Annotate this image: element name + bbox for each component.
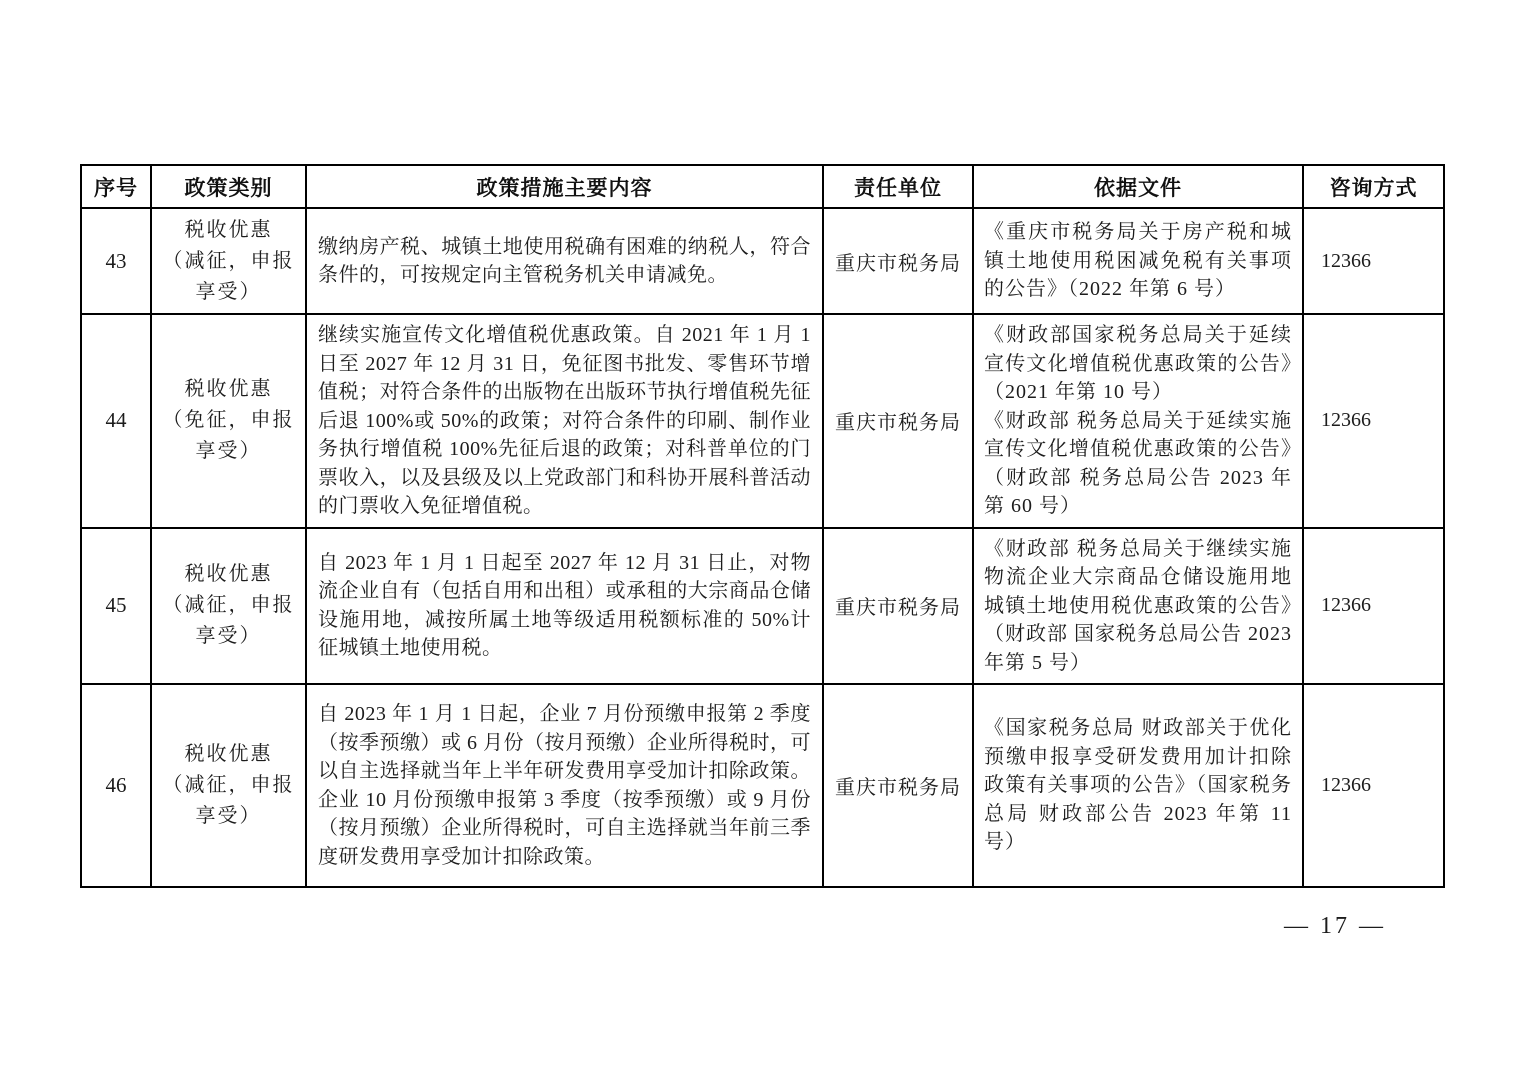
- header-cell-content: 政策措施主要内容: [306, 165, 823, 208]
- unit-cell: 重庆市税务局: [823, 314, 973, 528]
- row-number-cell: 46: [81, 684, 151, 887]
- category-cell: 税收优惠 （减征，申报 享受）: [151, 528, 306, 685]
- table-row: [81, 208, 1444, 314]
- header-cell-no: 序号: [81, 165, 151, 208]
- category-cell: 税收优惠 （免征，申报 享受）: [151, 314, 306, 528]
- basis-cell: 《重庆市税务局关于房产税和城镇土地使用税困减免税有关事项的公告》（2022 年第 6 号）: [973, 208, 1303, 314]
- contact-cell: 12366: [1303, 208, 1444, 314]
- content-cell: 缴纳房产税、城镇土地使用税确有困难的纳税人，符合条件的，可按规定向主管税务机关申请减免。: [306, 208, 823, 314]
- table-row: [81, 528, 1444, 685]
- row-number-cell: 44: [81, 314, 151, 528]
- header-cell-category: 政策类别: [151, 165, 306, 208]
- unit-cell: 重庆市税务局: [823, 684, 973, 887]
- row-number-cell: 43: [81, 208, 151, 314]
- row-number-cell: 45: [81, 528, 151, 685]
- basis-cell: 《财政部 税务总局关于继续实施物流企业大宗商品仓储设施用地城镇土地使用税优惠政策的公告》（财政部 国家税务总局公告 2023 年第 5 号）: [973, 528, 1303, 685]
- content-cell: 自 2023 年 1 月 1 日起至 2027 年 12 月 31 日止，对物流企业自有（包括自用和出租）或承租的大宗商品仓储设施用地，减按所属土地等级适用税额标准的 50%计征城镇土地使用税。: [306, 528, 823, 685]
- header-cell-unit: 责任单位: [823, 165, 973, 208]
- policy-table-container: [80, 164, 1443, 888]
- table-header-row: [81, 165, 1444, 208]
- table-body: [81, 208, 1444, 887]
- policy-table: [80, 164, 1445, 888]
- contact-cell: 12366: [1303, 314, 1444, 528]
- unit-cell: 重庆市税务局: [823, 208, 973, 314]
- table-row: [81, 314, 1444, 528]
- basis-cell: 《国家税务总局 财政部关于优化预缴申报享受研发费用加计扣除政策有关事项的公告》（国家税务总局 财政部公告 2023 年第 11 号）: [973, 684, 1303, 887]
- content-cell: 自 2023 年 1 月 1 日起，企业 7 月份预缴申报第 2 季度（按季预缴）或 6 月份（按月预缴）企业所得税时，可以自主选择就当年上半年研发费用享受加计扣除政策。企业 10 月份预缴申报第 3 季度（按季预缴）或 9 月份（按月预缴）企业所得税时，可自主选择就当年前三季度研发费用享受加计扣除政策。: [306, 684, 823, 887]
- category-cell: 税收优惠 （减征，申报 享受）: [151, 684, 306, 887]
- table-row: [81, 684, 1444, 887]
- content-cell: 继续实施宣传文化增值税优惠政策。自 2021 年 1 月 1 日至 2027 年 12 月 31 日，免征图书批发、零售环节增值税；对符合条件的出版物在出版环节执行增值税先征后退 100%或 50%的政策；对符合条件的印刷、制作业务执行增值税 100%先征后退的政策；对科普单位的门票收入，以及县级及以上党政部门和科协开展科普活动的门票收入免征增值税。: [306, 314, 823, 528]
- unit-cell: 重庆市税务局: [823, 528, 973, 685]
- category-cell: 税收优惠 （减征，申报 享受）: [151, 208, 306, 314]
- header-cell-contact: 咨询方式: [1303, 165, 1444, 208]
- contact-cell: 12366: [1303, 684, 1444, 887]
- page-number: — 17 —: [1284, 913, 1386, 939]
- basis-cell: 《财政部国家税务总局关于延续宣传文化增值税优惠政策的公告》（2021 年第 10 号） 《财政部 税务总局关于延续实施宣传文化增值税优惠政策的公告》（财政部 税务总局公告 2023 年第 60 号）: [973, 314, 1303, 528]
- header-cell-basis: 依据文件: [973, 165, 1303, 208]
- contact-cell: 12366: [1303, 528, 1444, 685]
